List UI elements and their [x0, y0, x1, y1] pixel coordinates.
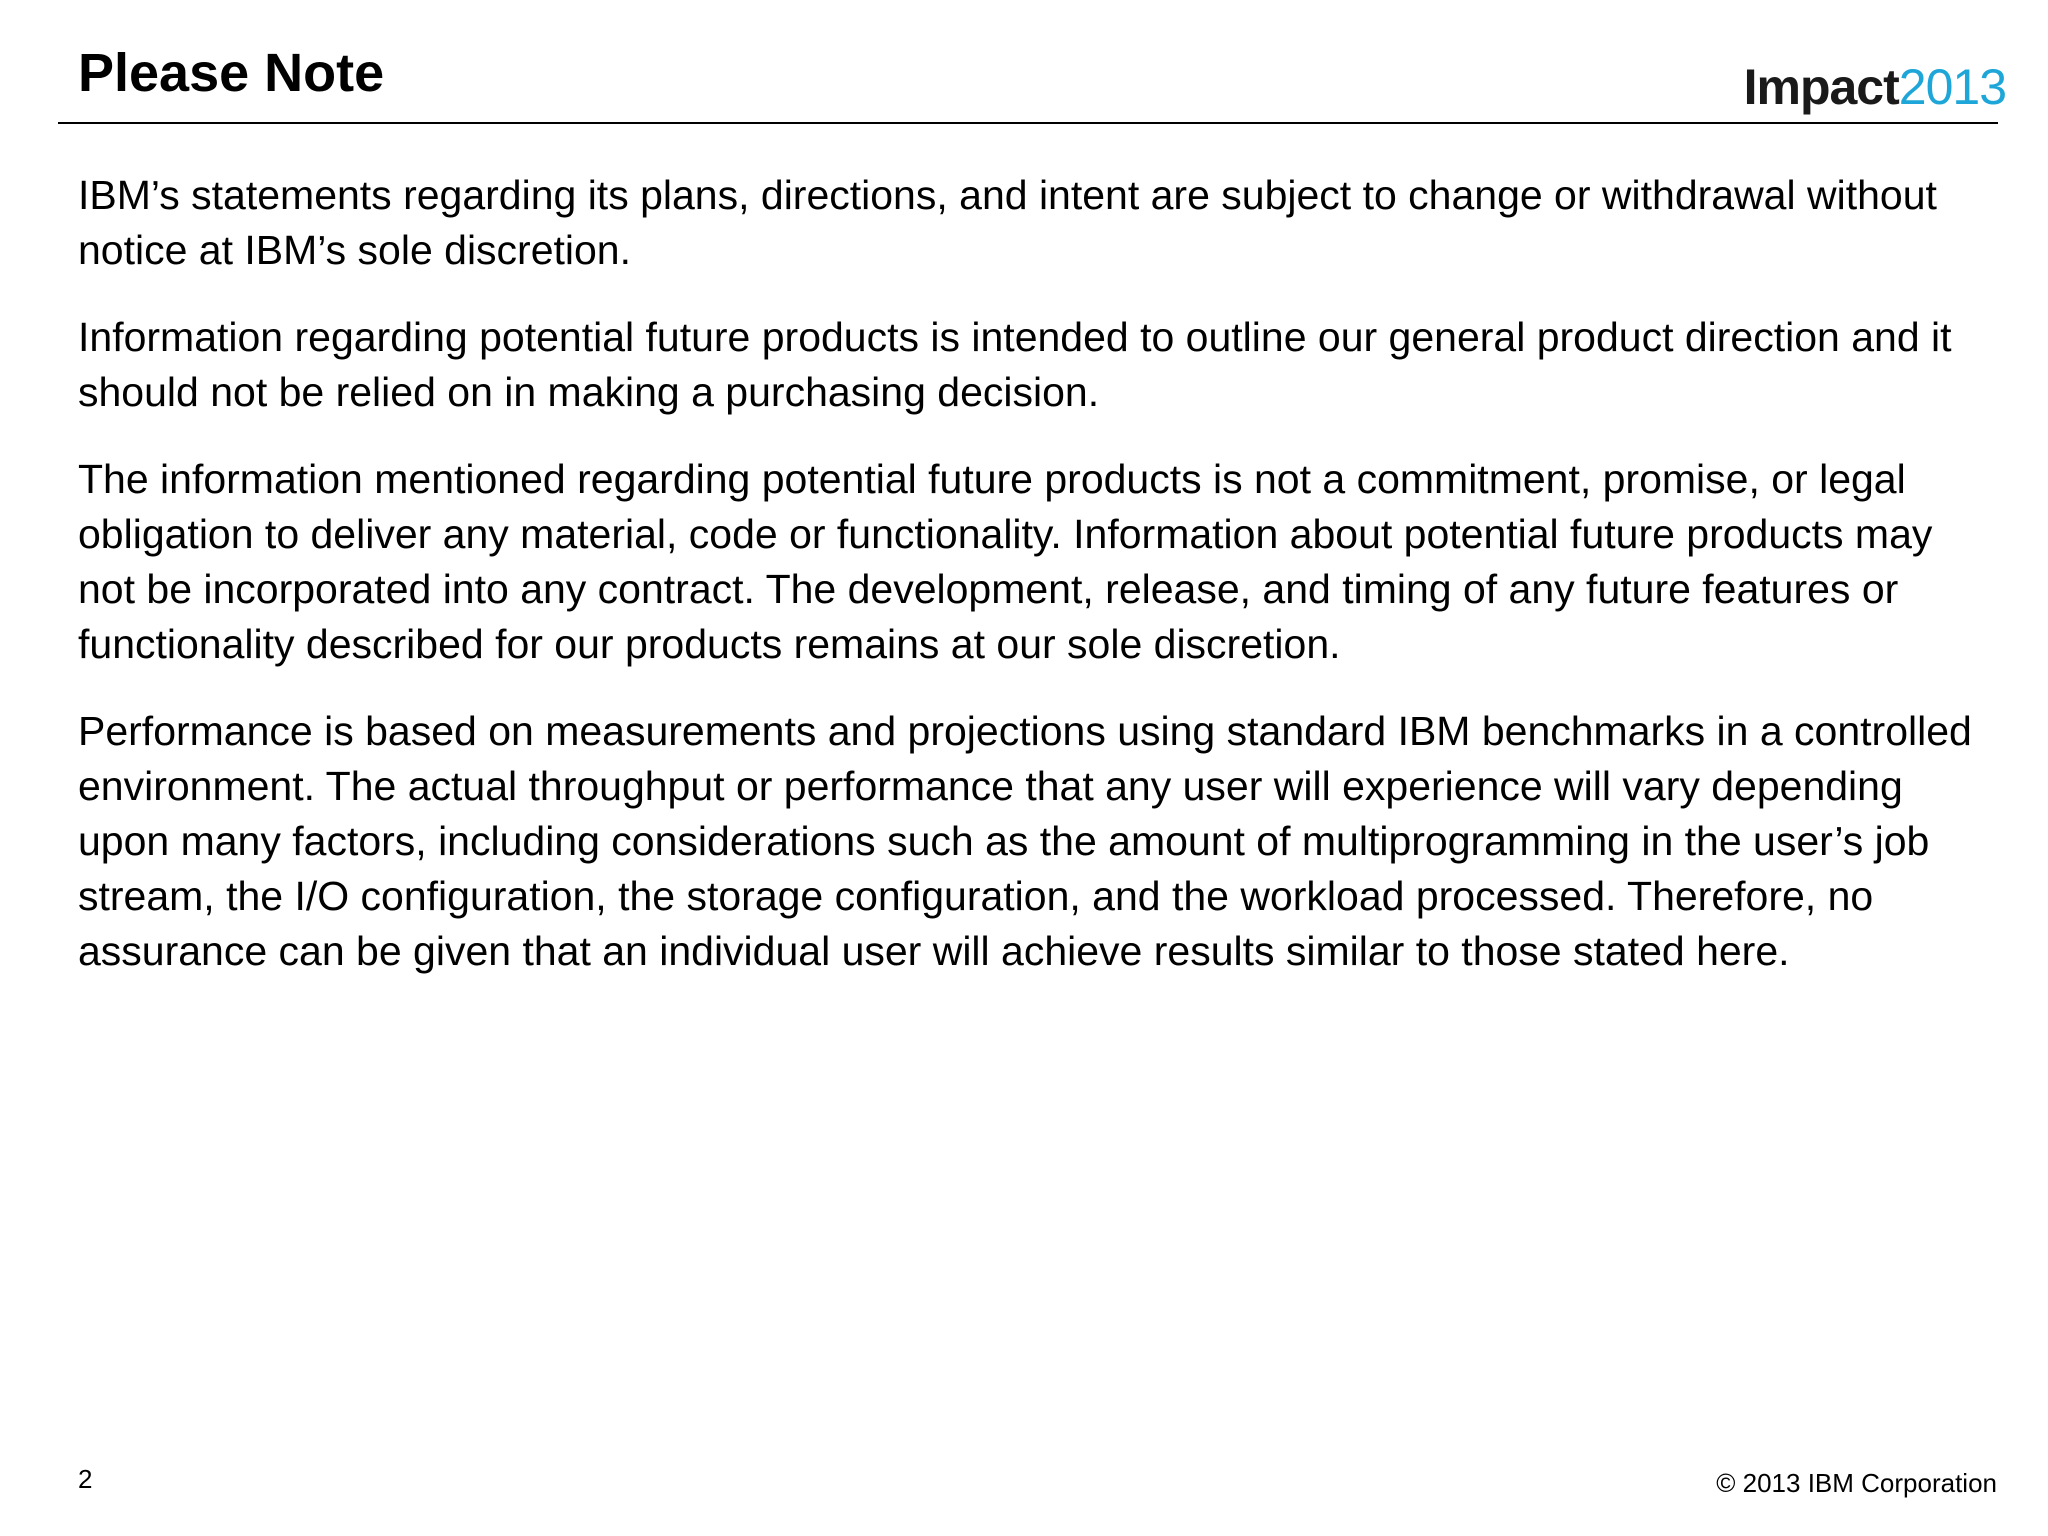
- paragraph-no-commitment: The information mentioned regarding potential future products is not a commitment, promise, or legal obligation to deliver any material, code or functionality. Information about potential future products may not be incorporated into any contract. The development, release, and timing of any future features or functionality described for our products remains at our sole discretion.: [78, 456, 1933, 667]
- slide-title: Please Note: [78, 43, 385, 103]
- copyright-notice: © 2013 IBM Corporation: [1716, 1468, 1997, 1498]
- paragraph-future-products: Information regarding potential future products is intended to outline our general product direction and it should not be relied on in making a purchasing decision.: [78, 314, 1952, 415]
- logo-word: Impact: [1743, 59, 1899, 115]
- impact-2013-logo: [1744, 60, 2006, 115]
- paragraph-plans-statement: IBM’s statements regarding its plans, directions, and intent are subject to change or withdrawal without notice at IBM’s sole discretion.: [78, 172, 1937, 273]
- header-divider: [58, 122, 1998, 124]
- disclaimer-body: [78, 168, 1998, 1011]
- logo-year: 2013: [1898, 59, 2006, 115]
- paragraph-performance: Performance is based on measurements and projections using standard IBM benchmarks in a controlled environment. The actual throughput or performance that any user will experience will vary depending upon many factors, including considerations such as the amount of multiprogramming in the user’s job stream, the I/O configuration, the storage configuration, and the workload processed. Therefore, no assurance can be given that an individual user will achieve results similar to those stated here.: [78, 708, 1972, 974]
- page-number: 2: [78, 1464, 93, 1494]
